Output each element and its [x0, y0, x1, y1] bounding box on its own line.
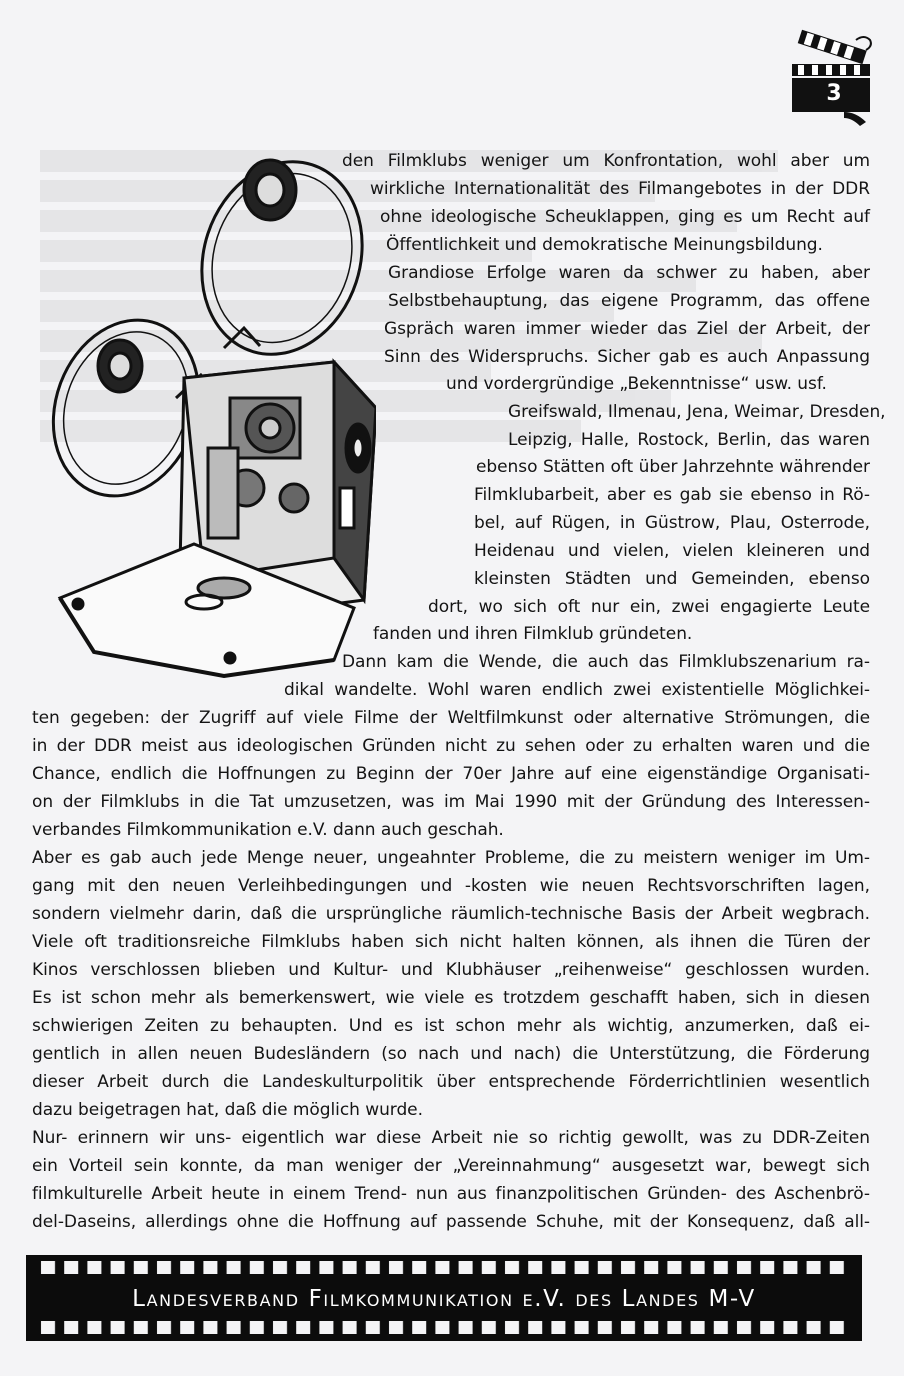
text-line: Selbstbehauptung, das eigene Programm, das offene [388, 291, 870, 311]
footer-title: Landesverband Filmkommunikation e.V. des Landes M-V [132, 1286, 756, 1312]
text-line: schwierigen Zeiten zu behaupten. Und es ist schon mehr als wichtig, anzumerken, daß ei- [32, 1016, 870, 1036]
text-line: del-Daseins, allerdings ohne die Hoffnung auf passende Schuhe, mit der Konsequenz, daß all- [32, 1212, 870, 1232]
text-line: Kinos verschlossen blieben und Kultur- und Klubhäuser „reihenweise“ geschlossen wurden. [32, 960, 870, 980]
text-line: ebenso Stätten oft über Jahrzehnte währender [476, 457, 870, 477]
film-projector-illustration [34, 148, 376, 678]
text-line: fanden und ihren Filmklub gründeten. [373, 624, 693, 644]
page-number: 3 [826, 81, 842, 106]
text-line: gang mit den neuen Verleihbedingungen und -kosten wie neuen Rechtsvorschriften lagen, [32, 876, 870, 896]
text-line: filmkulturelle Arbeit heute in einem Trend- nun aus finanzpolitischen Gründen- des Aschenbrö- [32, 1184, 870, 1204]
text-line: Filmklubarbeit, aber es gab sie ebenso in Rö- [474, 485, 870, 505]
page-number-badge [786, 20, 878, 128]
text-line: Aber es gab auch jede Menge neuer, ungeahnter Probleme, die zu meistern weniger im Um- [32, 848, 870, 868]
text-line: gentlich in allen neuen Budesländern (so nach und nach) die Unterstützung, die Förderung [32, 1044, 870, 1064]
text-line: in der DDR meist aus ideologischen Gründen nicht zu sehen oder zu erhalten waren und die [32, 736, 870, 756]
text-line: verbandes Filmkommunikation e.V. dann auch geschah. [32, 820, 504, 840]
text-line: dieser Arbeit durch die Landeskulturpolitik über entsprechende Förderrichtlinien wesentlich [32, 1072, 870, 1092]
text-line: Öffentlichkeit und demokratische Meinungsbildung. [386, 235, 823, 255]
text-line: Dann kam die Wende, die auch das Filmklubszenarium ra- [342, 652, 870, 672]
text-line: ten gegeben: der Zugriff auf viele Filme der Weltfilmkunst oder alternative Strömungen, die [32, 708, 870, 728]
text-line: Greifswald, Ilmenau, Jena, Weimar, Dresden, [508, 402, 886, 422]
text-line: Leipzig, Halle, Rostock, Berlin, das waren [508, 430, 870, 450]
text-line: on der Filmklubs in die Tat umzusetzen, was im Mai 1990 mit der Gründung des Interessen- [32, 792, 870, 812]
film-perforation-top [38, 1261, 850, 1274]
text-line: dazu beigetragen hat, daß die möglich wurde. [32, 1100, 423, 1120]
text-line: Viele oft traditionsreiche Filmklubs haben sich nicht halten können, als ihnen die Türen der [32, 932, 870, 952]
text-line: sondern vielmehr darin, daß die ursprüngliche räumlich-technische Basis der Arbeit wegbrach. [32, 904, 870, 924]
clapperboard-icon [786, 20, 878, 128]
film-perforation-bottom [38, 1321, 850, 1334]
text-line: ohne ideologische Scheuklappen, ging es um Recht auf [380, 207, 870, 227]
text-line: Gspräch waren immer wieder das Ziel der Arbeit, der [384, 319, 870, 339]
text-line: kleinsten Städten und Gemeinden, ebenso [474, 569, 870, 589]
text-line: bel, auf Rügen, in Güstrow, Plau, Osterrode, [474, 513, 870, 533]
text-line: Grandiose Erfolge waren da schwer zu haben, aber [388, 263, 870, 283]
text-line: ein Vorteil sein konnte, da man weniger der „Vereinnahmung“ ausgesetzt war, bewegt sich [32, 1156, 870, 1176]
footer-filmstrip-banner [26, 1255, 862, 1341]
text-line: und vordergründige „Bekenntnisse“ usw. usf. [446, 374, 827, 394]
text-line: Es ist schon mehr als bemerkenswert, wie viele es trotzdem geschafft haben, sich in diesen [32, 988, 870, 1008]
text-line: Chance, endlich die Hoffnungen zu Beginn der 70er Jahre auf eine eigenständige Organisati- [32, 764, 870, 784]
text-line: wirkliche Internationalität des Filmangebotes in der DDR [370, 179, 870, 199]
text-line: dikal wandelte. Wohl waren endlich zwei existentielle Möglichkei- [284, 680, 870, 700]
text-line: Nur- erinnern wir uns- eigentlich war diese Arbeit nie so richtig gewollt, was zu DDR-Zeiten [32, 1128, 870, 1148]
text-line: Heidenau und vielen, vielen kleineren und [474, 541, 870, 561]
text-line: Sinn des Widerspruchs. Sicher gab es auch Anpassung [384, 347, 870, 367]
text-line: dort, wo sich oft nur ein, zwei engagierte Leute [428, 597, 870, 617]
text-line: den Filmklubs weniger um Konfrontation, wohl aber um [342, 151, 870, 171]
